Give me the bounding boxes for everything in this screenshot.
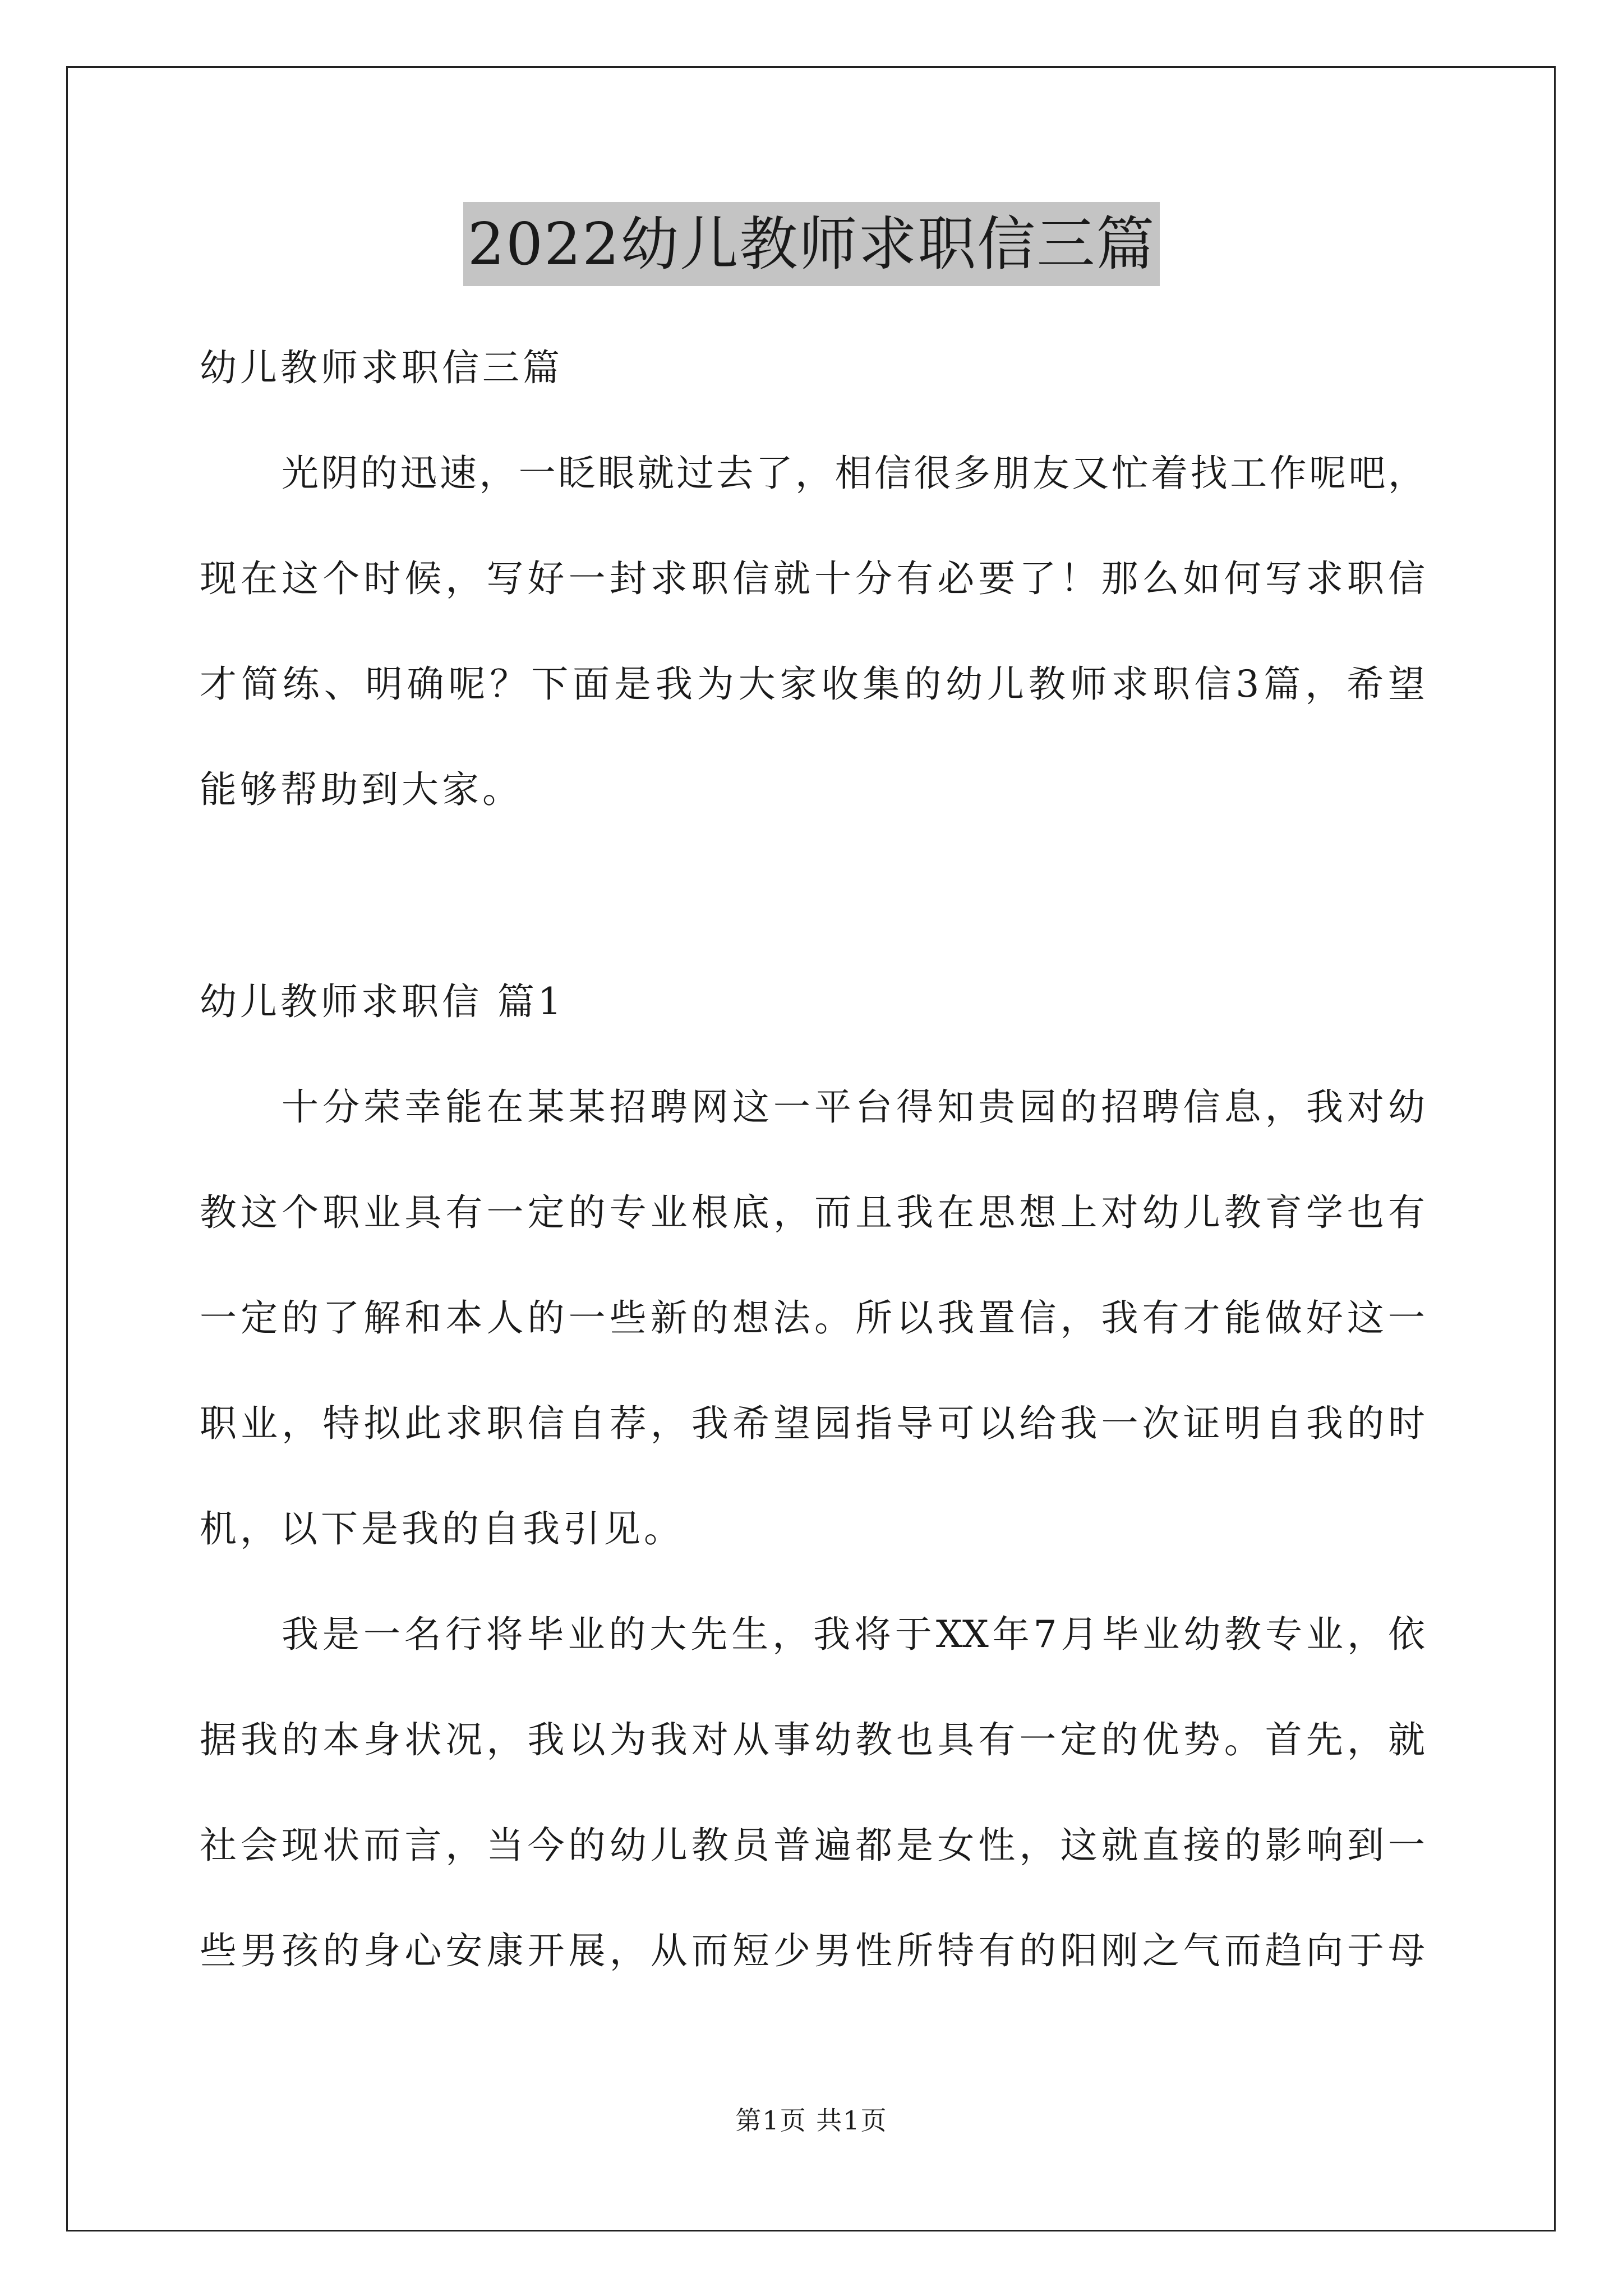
intro-line-3: 才简练、明确呢？下面是我为大家收集的幼儿教师求职信3篇，希望: [200, 662, 1425, 706]
intro-line-4: 能够帮助到大家。: [200, 768, 523, 811]
section-heading: 幼儿教师求职信 篇1: [200, 980, 565, 1023]
para1-line-1: 十分荣幸能在某某招聘网这一平台得知贵园的招聘信息，我对幼: [282, 1085, 1425, 1129]
para2-line-4: 些男孩的身心安康开展，从而短少男性所特有的阳刚之气而趋向于母: [200, 1929, 1425, 1972]
para2-line-3: 社会现状而言，当今的幼儿教员普遍都是女性，这就直接的影响到一: [200, 1824, 1425, 1867]
intro-line-1: 光阴的迅速，一眨眼就过去了，相信很多朋友又忙着找工作呢吧，: [282, 452, 1425, 495]
document-title: 2022幼儿教师求职信三篇: [463, 202, 1160, 286]
para2-line-1: 我是一名行将毕业的大先生，我将于XX年7月毕业幼教专业，依: [282, 1613, 1425, 1656]
page-footer: 第1页 共1页: [735, 2105, 888, 2136]
para1-line-3: 一定的了解和本人的一些新的想法。所以我置信，我有才能做好这一: [200, 1296, 1425, 1340]
para1-line-2: 教这个职业具有一定的专业根底，而且我在思想上对幼儿教育学也有: [200, 1191, 1425, 1234]
document-subtitle: 幼儿教师求职信三篇: [200, 346, 563, 389]
para1-line-5: 机，以下是我的自我引见。: [200, 1507, 684, 1550]
para1-line-4: 职业，特拟此求职信自荐，我希望园指导可以给我一次证明自我的时: [200, 1402, 1425, 1445]
intro-line-2: 现在这个时候，写好一封求职信就十分有必要了！那么如何写求职信: [200, 557, 1425, 600]
title-container: [0, 202, 1623, 286]
para2-line-2: 据我的本身状况，我以为我对从事幼教也具有一定的优势。首先，就: [200, 1718, 1425, 1761]
